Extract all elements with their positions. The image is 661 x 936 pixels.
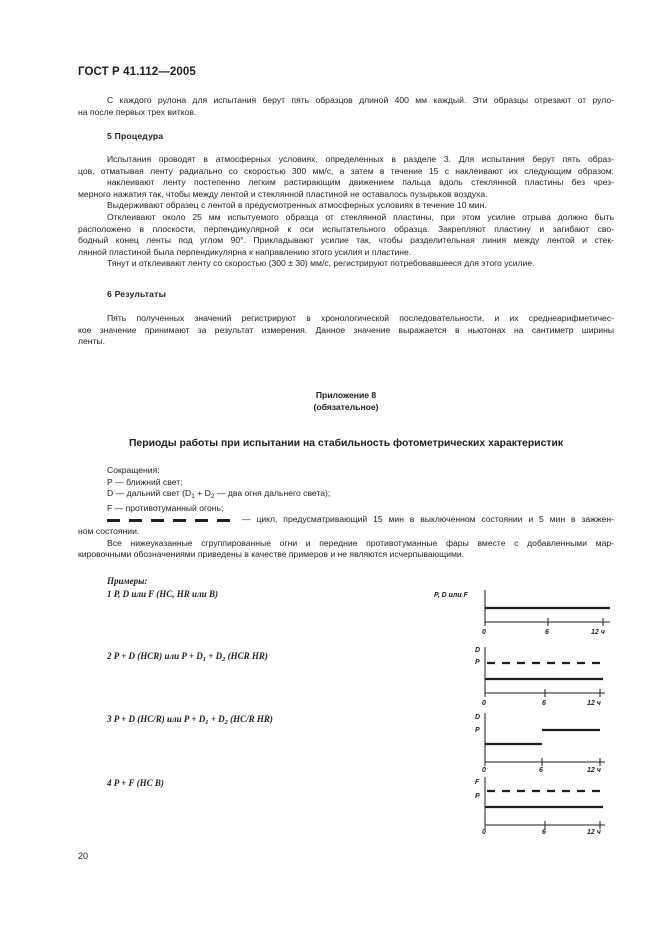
example-4: 4 P + F (HC B) (107, 778, 164, 788)
axis-tick-label: 6 (539, 767, 543, 774)
diagram-label: F (475, 779, 480, 786)
axis-tick-label: 12 ч (587, 829, 601, 836)
text-line: ленты. (78, 336, 106, 347)
example-2: 2 P + D (HCR) или $P + D_1 + D_2$ (HCR HR) (107, 651, 268, 663)
axis-tick-label: 6 (542, 829, 546, 836)
abbreviations-block (78, 465, 614, 561)
diagram-label: P (475, 727, 480, 734)
section-heading: 5 Процедура (107, 131, 164, 141)
text-line: мерного нажатия так, чтобы между лентой и стеклянной пластиной не оставалось пузырьков воздуха. (78, 188, 488, 199)
diagram-label: P, D или F (434, 592, 468, 599)
diagram-label: D (475, 647, 481, 654)
diagram-label: D (475, 714, 481, 721)
text-line: наклеивают ленту постепенно легким растирающим движением пальца вдоль стеклянной пластины без чрез- (107, 177, 614, 188)
paragraph-results (78, 313, 614, 348)
paragraph-intro (78, 95, 614, 118)
text-line: Отклеивают около 25 мм испытуемого образца от стеклянной пластины, при этом усилие отрыва должно быть (107, 211, 614, 222)
text-line: кое значение принимают за результат измерения. Данное значение выражается в ньютонах на сантиметр ширины (78, 324, 614, 335)
axis-tick-label: 0 (482, 767, 486, 774)
text-line: Испытания проводят в атмосферных условиях, определенных в разделе 3. Для испытания берут пять образ- (107, 154, 614, 164)
text-line: цов, отматывая ленту радиально со скоростью 300 мм/с, а затем в течение 15 с наклеивают их следующим образом: (78, 165, 614, 176)
axis-tick-label: 6 (545, 629, 549, 636)
text-line: Пять полученных значений регистрируют в хронологической последовательности, и их среднеарифметичес- (107, 313, 614, 323)
timing-diagram-2 (430, 645, 620, 711)
axis-tick-label: 0 (482, 829, 486, 836)
examples-heading: Примеры: (107, 576, 148, 586)
appendix-heading (78, 389, 614, 413)
text-line: Все нижеуказанные сгруппированные огни и передние противотуманные фары вместе с добавленными мар- (107, 537, 614, 548)
text-line: кировочными обозначениями приведены в качестве примеров и не являются исчерпывающими. (78, 549, 465, 560)
diagram-label: P (475, 793, 480, 800)
timing-diagram-1 (430, 588, 620, 640)
appendix-subtitle: (обязательное) (313, 402, 379, 412)
text-line: расположено в плоскости, перпендикулярной к оси испытательного образца. Закрепляют пластину и загибают сво- (78, 223, 614, 234)
page-number: 20 (78, 851, 89, 861)
axis-tick-label: 12 ч (591, 629, 605, 636)
diagram-label: P (475, 659, 480, 666)
text-line: Выдерживают образец с лентой в предусмотренных атмосферных условиях в течение 10 мин. (107, 200, 487, 211)
document-header: ГОСТ Р 41.112—2005 (78, 66, 196, 78)
abbr-f: F — противотуманный огонь; (107, 502, 224, 513)
axis-tick-label: 0 (482, 629, 486, 636)
dash-line-icon (107, 519, 239, 522)
main-title: Периоды работы при испытании на стабильность фотометрических характеристик (128, 438, 564, 449)
example-1: 1 P, D или F (HC, HR или B) (107, 589, 218, 599)
abbr-d: D — дальний свет ($D_1 + D_2$ — два огня дальнего света); (107, 488, 331, 501)
axis-tick-label: 12 ч (587, 700, 601, 707)
appendix-title: Приложение 8 (315, 390, 377, 400)
example-3: 3 P + D (HC/R) или $P + D_1 + D_2$ (HC/R HR) (107, 714, 273, 726)
axis-tick-label: 0 (482, 700, 486, 707)
text-line: Тянут и отклеивают ленту со скоростью (300 ± 30) мм/с, регистрируют потребовавшееся для этого усилие. (107, 258, 535, 269)
text-line: лянной пластиной была перпендикулярна к направлению этого усилия и пластине. (78, 246, 412, 257)
axis-tick-label: 6 (542, 700, 546, 707)
axis-tick-label: 12 ч (587, 767, 601, 774)
text-line: на после первых трех витков. (78, 106, 197, 117)
text-line: бодный конец ленты под углом 90°. Прикладывают усилие так, чтобы разделительная линия между лентой и стек- (78, 235, 614, 246)
text-line: ном состоянии. (78, 525, 140, 536)
abbr-p: Р — ближний свет; (107, 476, 183, 487)
timing-diagram-4 (430, 775, 620, 841)
section-heading: 6 Результаты (107, 289, 167, 299)
text-line: С каждого рулона для испытания берут пять образцов длиной 400 мм каждый. Эти образцы отрезают от руло- (107, 95, 614, 105)
abbr-heading: Сокращения: (107, 465, 160, 475)
timing-diagram-3 (430, 711, 620, 777)
abbr-cycle: — цикл, предусматривающий 15 мин в выключенном состоянии и 5 мин в зажжен- (78, 514, 614, 526)
paragraph-procedure (78, 154, 614, 270)
